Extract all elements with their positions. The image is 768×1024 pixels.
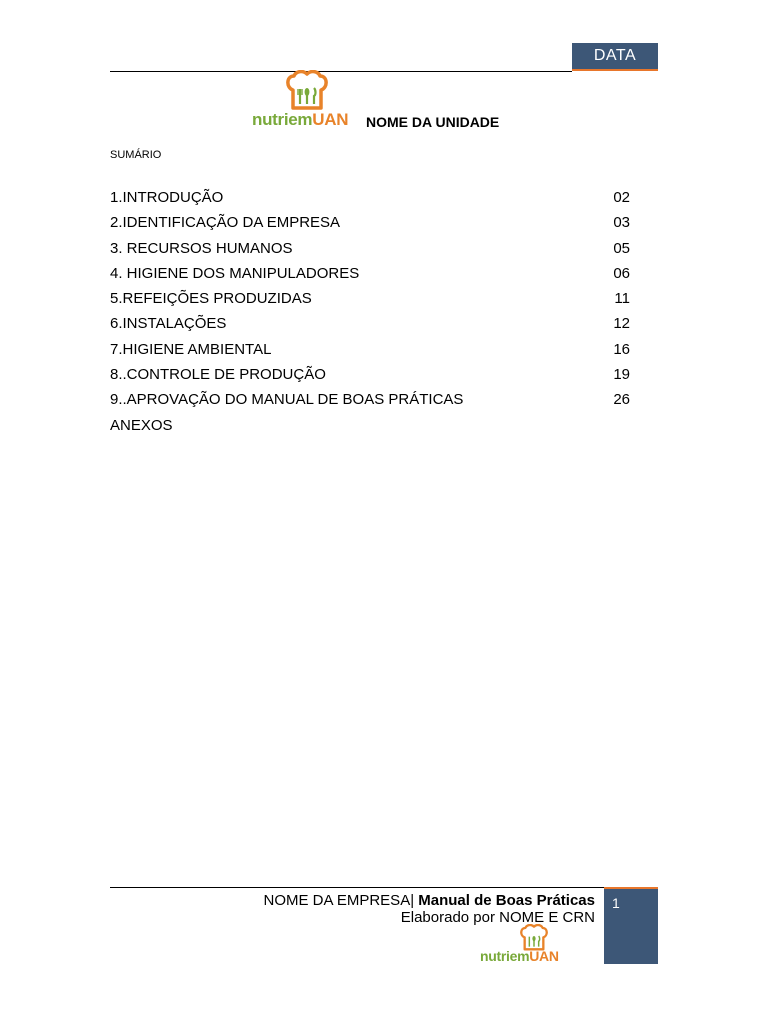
toc-item[interactable] xyxy=(110,236,630,261)
date-box xyxy=(572,43,658,71)
toc-item[interactable] xyxy=(110,337,630,362)
toc-item-label: 1.INTRODUÇÃO xyxy=(110,189,224,206)
toc-item-page: 02 xyxy=(613,189,630,206)
footer-text xyxy=(264,892,596,926)
footer-rule xyxy=(110,887,604,888)
toc-item-label: ANEXOS xyxy=(110,416,173,434)
footer-author: Elaborado por NOME E CRN xyxy=(400,909,595,926)
toc-item-label: 8..CONTROLE DE PRODUÇÃO xyxy=(110,366,326,384)
footer-logo xyxy=(480,924,598,964)
toc-item[interactable] xyxy=(110,311,630,336)
toc-item-label: 7.HIGIENE AMBIENTAL xyxy=(110,340,272,358)
toc-item-page: 19 xyxy=(613,366,630,384)
toc-item-label: 5.REFEIÇÕES PRODUZIDAS xyxy=(110,290,312,308)
table-of-contents xyxy=(110,185,630,438)
toc-item[interactable] xyxy=(110,210,630,235)
toc-item[interactable] xyxy=(110,286,630,311)
footer-company: NOME DA EMPRESA| xyxy=(263,892,415,909)
toc-item[interactable] xyxy=(110,387,630,412)
footer-manual-title: Manual de Boas Práticas xyxy=(414,892,595,909)
toc-item-page: 12 xyxy=(613,315,630,333)
footer-title-line xyxy=(264,892,596,909)
toc-item-label: 3. RECURSOS HUMANOS xyxy=(110,239,293,257)
chef-hat-cutlery-icon xyxy=(285,70,329,112)
page-number-box xyxy=(604,887,658,964)
toc-item[interactable] xyxy=(110,185,630,210)
toc-item-label: 4. HIGIENE DOS MANIPULADORES xyxy=(110,264,360,282)
unit-name: NOME DA UNIDADE xyxy=(366,114,500,130)
toc-item-page: 05 xyxy=(613,239,630,257)
toc-item-page: 16 xyxy=(613,340,630,358)
toc-item-label: 9..APROVAÇÃO DO MANUAL DE BOAS PRÁTICAS xyxy=(110,391,464,409)
toc-item-label: 6.INSTALAÇÕES xyxy=(110,315,227,333)
company-logo xyxy=(252,70,372,130)
logo-wordmark: nutriemUAN xyxy=(252,110,349,129)
toc-item-page: 03 xyxy=(613,214,630,232)
page-number: 1 xyxy=(612,895,620,911)
summary-heading: SUMÁRIO xyxy=(110,149,162,161)
toc-item-page: 26 xyxy=(613,391,630,409)
toc-item-label: 2.IDENTIFICAÇÃO DA EMPRESA xyxy=(110,214,341,232)
date-label: DATA xyxy=(593,47,637,64)
toc-item[interactable] xyxy=(110,261,630,286)
toc-item[interactable] xyxy=(110,413,630,438)
toc-item-page: 06 xyxy=(613,264,630,282)
footer-logo-wordmark: nutriemUAN xyxy=(480,948,559,964)
toc-item-page: 11 xyxy=(614,290,630,308)
toc-item[interactable] xyxy=(110,362,630,387)
